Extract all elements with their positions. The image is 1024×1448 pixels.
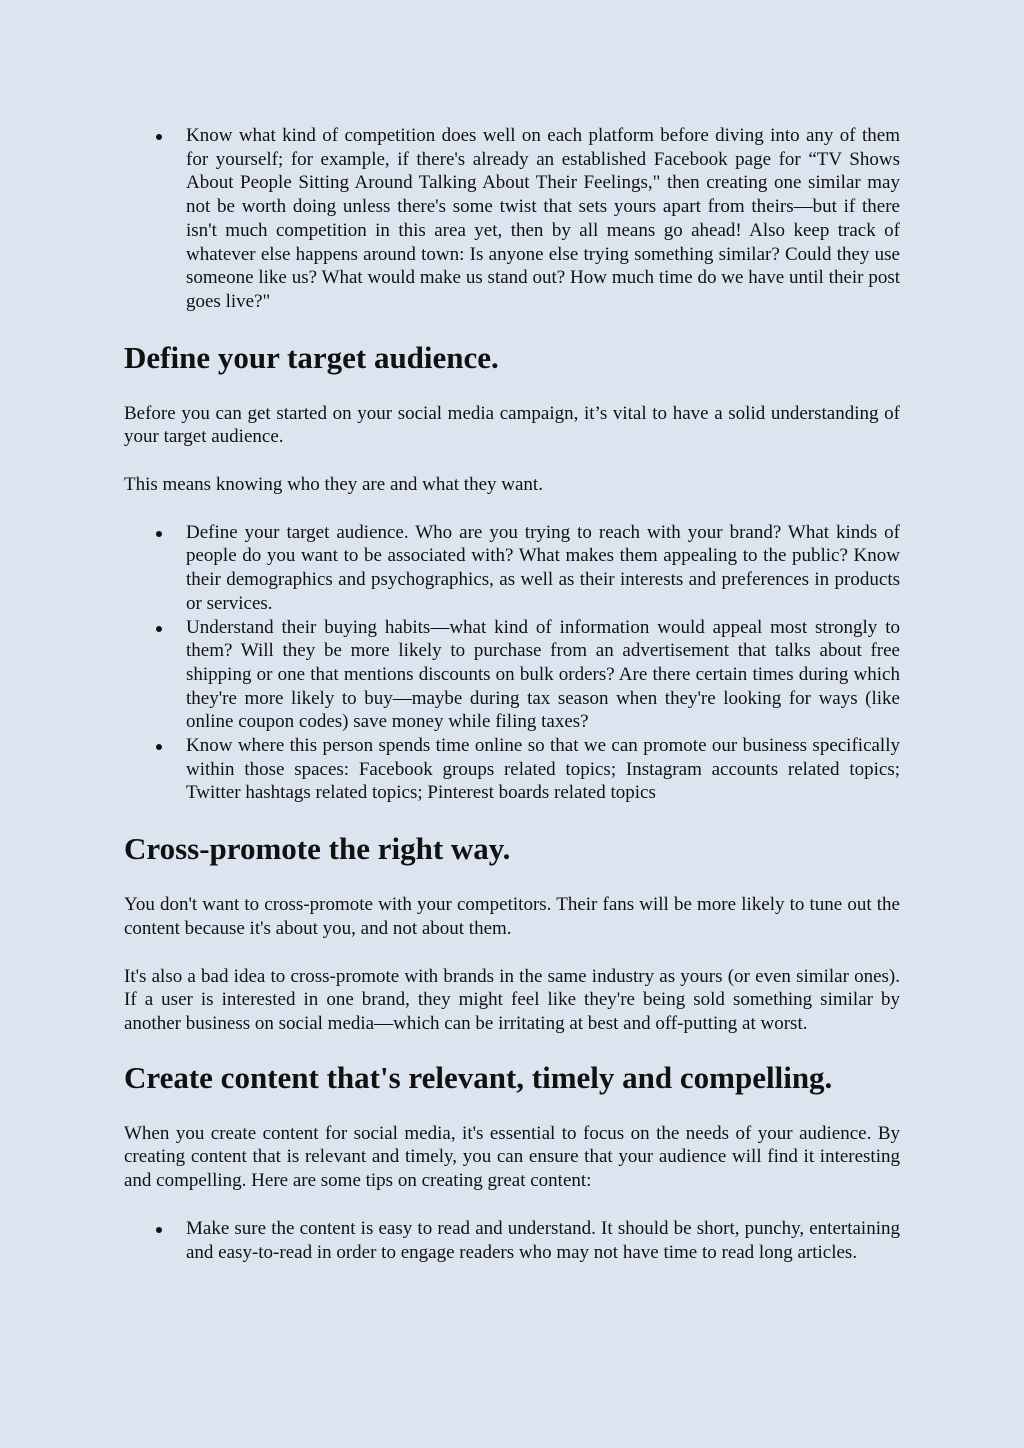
list-item: Make sure the content is easy to read and understand. It should be short, punchy, entertaining and easy-to-read in order to engage readers who may not have time to read long articles. xyxy=(186,1217,900,1263)
content-bullet-list xyxy=(124,1217,900,1264)
paragraph: When you create content for social media, it's essential to focus on the needs of your audience. By creating content that is relevant and timely, you can ensure that your audience will find it interesting and compelling. Here are some tips on creating great content: xyxy=(124,1122,900,1192)
section-heading-cross-promote: Cross-promote the right way. xyxy=(124,831,511,867)
paragraph: It's also a bad idea to cross-promote with brands in the same industry as yours (or even similar ones). If a user is interested in one brand, they might feel like they're being sold something similar by another business on social media—which can be irritating at best and off-putting at worst. xyxy=(124,965,900,1034)
list-item: Know where this person spends time online so that we can promote our business specifically within those spaces: Facebook groups related topics; Instagram accounts related topics; Twitter hashtags related topics; Pinterest boards related topics xyxy=(186,735,900,804)
intro-bullet-list xyxy=(124,124,900,314)
target-audience-bullet-list xyxy=(124,521,900,805)
list-item: Understand their buying habits—what kind of information would appeal most strongly to them? Will they be more likely to purchase from an advertisement that talks about free shipping or one that mentions discounts on bulk orders? Are there certain times during which they're more likely to buy—maybe during tax season when they're looking for ways (like online coupon codes) save money while filing taxes? xyxy=(186,616,900,733)
list-item: Know what kind of competition does well on each platform before diving into any of them for yourself; for example, if there's already an established Facebook page for “TV Shows About People Sitting Around Talking About Their Feelings," then creating one similar may not be worth doing unless there's some twist that sets yours apart from theirs—but if there isn't much competition in this area yet, then by all means go ahead! Also keep track of whatever else happens around town: Is anyone else trying something similar? Could they use someone like us? What would make us stand out? How much time do we have until their post goes live?" xyxy=(186,125,900,312)
paragraph: Before you can get started on your social media campaign, it’s vital to have a solid understanding of your target audience. xyxy=(124,402,900,448)
section-heading-content: Create content that's relevant, timely and compelling. xyxy=(124,1059,833,1095)
paragraph: You don't want to cross-promote with your competitors. Their fans will be more likely to tune out the content because it's about you, and not about them. xyxy=(124,894,900,939)
paragraph: This means knowing who they are and what they want. xyxy=(124,474,543,496)
list-item: Define your target audience. Who are you trying to reach with your brand? What kinds of people do you want to be associated with? What makes them appealing to the public? Know their demographics and psychographics, as well as their interests and preferences in products or services. xyxy=(186,521,900,614)
section-heading-target-audience: Define your target audience. xyxy=(124,339,499,375)
